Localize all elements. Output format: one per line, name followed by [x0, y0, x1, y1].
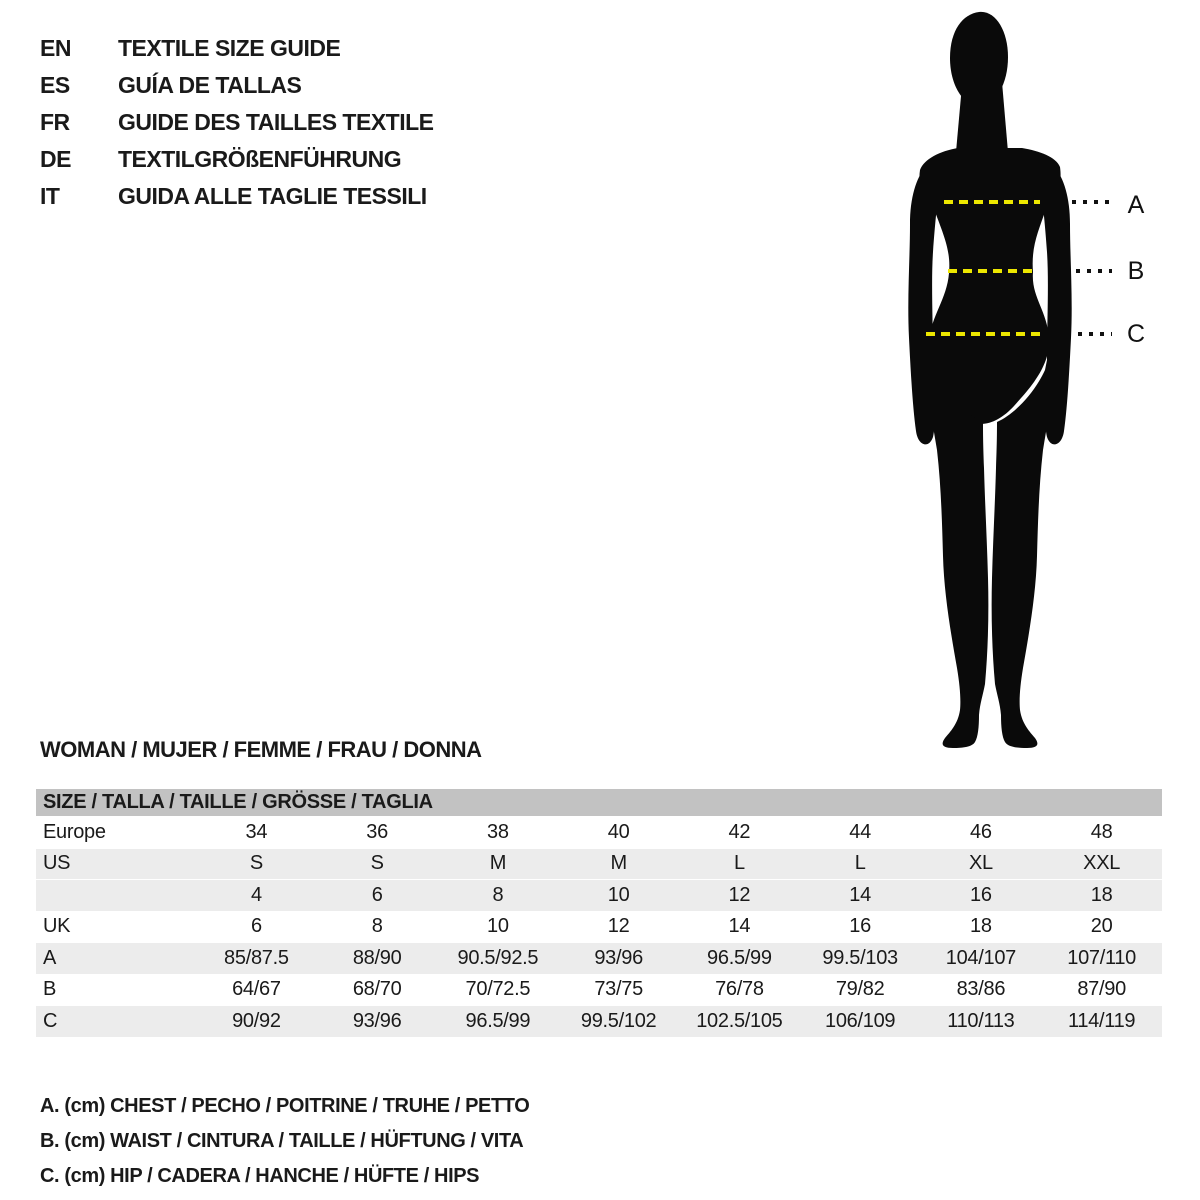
size-cell: 12 — [728, 883, 751, 906]
language-code: DE — [40, 146, 71, 172]
language-row-it — [40, 178, 434, 215]
size-cell: 70/72.5 — [465, 978, 531, 1001]
row-label: US — [43, 852, 71, 875]
size-cell: 114/119 — [1068, 1009, 1136, 1032]
size-cell: 4 — [250, 883, 262, 906]
size-cell: 106/109 — [825, 1009, 896, 1032]
language-label: GUIDA ALLE TAGLIE TESSILI — [118, 183, 427, 209]
language-code: IT — [40, 183, 60, 209]
silhouette-neck — [956, 82, 1008, 152]
size-cell: 110/113 — [947, 1009, 1015, 1032]
language-label: TEXTILGRÖßENFÜHRUNG — [118, 146, 402, 172]
size-cell: 8 — [492, 883, 504, 906]
language-code: EN — [40, 35, 71, 61]
legend-item-waist: B. (cm) WAIST / CINTURA / TAILLE / HÜFTUNG / VITA — [40, 1130, 524, 1152]
measurement-legend — [40, 1089, 529, 1194]
size-cell: M — [610, 852, 627, 875]
size-cell: 14 — [849, 883, 871, 906]
size-cell: 93/96 — [352, 1009, 402, 1032]
row-label: C — [43, 1009, 58, 1032]
size-cell: XL — [968, 852, 993, 875]
language-list — [40, 30, 434, 215]
size-cell: 90.5/92.5 — [457, 946, 539, 969]
size-cell: 104/107 — [945, 946, 1016, 969]
marker-a-label: A — [1127, 191, 1145, 219]
woman-silhouette — [908, 12, 1071, 748]
table-row-hip-c — [36, 1005, 1162, 1037]
size-cell: 16 — [970, 883, 992, 906]
size-cell: 40 — [607, 820, 630, 843]
size-cell: 8 — [371, 915, 383, 938]
legend-item-hip: C. (cm) HIP / CADERA / HANCHE / HÜFTE / HIPS — [40, 1165, 480, 1187]
size-cell: 85/87.5 — [224, 946, 289, 969]
size-cell: 87/90 — [1077, 978, 1126, 1001]
language-label: GUÍA DE TALLAS — [118, 72, 302, 98]
table-row-europe — [36, 816, 1162, 848]
section-title-woman: WOMAN / MUJER / FEMME / FRAU / DONNA — [40, 737, 482, 762]
size-cell: 18 — [1090, 883, 1113, 906]
size-cell: 20 — [1090, 915, 1113, 938]
size-cell: 90/92 — [232, 1009, 281, 1032]
language-row-en — [40, 30, 434, 67]
size-cell: 88/90 — [352, 946, 402, 969]
size-cell: 48 — [1090, 820, 1113, 843]
measurement-figure — [880, 0, 1200, 760]
language-row-es — [40, 67, 434, 104]
size-cell: 42 — [728, 820, 751, 843]
size-cell: 93/96 — [594, 946, 643, 969]
size-cell: 10 — [607, 883, 630, 906]
language-label: TEXTILE SIZE GUIDE — [118, 35, 341, 61]
marker-c-label: C — [1126, 320, 1146, 348]
legend-item-chest: A. (cm) CHEST / PECHO / POITRINE / TRUHE / PETTO — [40, 1095, 530, 1117]
language-code: ES — [40, 72, 70, 98]
size-cell: 34 — [245, 820, 268, 843]
size-table — [36, 789, 1162, 1037]
size-cell: 10 — [487, 915, 509, 938]
size-cell: XXL — [1083, 852, 1121, 875]
row-label: A — [43, 946, 57, 969]
size-cell: M — [489, 852, 507, 875]
size-cell: L — [854, 852, 866, 875]
size-cell: 64/67 — [232, 978, 281, 1001]
language-row-de — [40, 141, 434, 178]
size-cell: S — [370, 852, 384, 875]
size-cell: 96.5/99 — [707, 946, 772, 969]
size-cell: 102.5/105 — [696, 1009, 783, 1032]
table-row-uk — [36, 911, 1162, 943]
size-table-header: SIZE / TALLA / TAILLE / GRÖSSE / TAGLIA — [36, 789, 1162, 816]
size-cell: 83/86 — [956, 978, 1006, 1001]
row-label: UK — [43, 915, 71, 938]
language-code: FR — [40, 109, 70, 135]
size-cell: 14 — [728, 915, 751, 938]
size-cell: 36 — [366, 820, 388, 843]
size-cell: 44 — [849, 820, 871, 843]
size-cell: 12 — [607, 915, 630, 938]
size-cell: 68/70 — [352, 978, 402, 1001]
size-cell: 18 — [970, 915, 992, 938]
size-cell: 76/78 — [715, 978, 764, 1001]
size-cell: 96.5/99 — [465, 1009, 531, 1032]
language-label: GUIDE DES TAILLES TEXTILE — [118, 109, 434, 135]
size-cell: S — [249, 852, 263, 875]
size-cell: 73/75 — [594, 978, 643, 1001]
size-cell: 6 — [250, 915, 262, 938]
size-cell: 46 — [970, 820, 992, 843]
size-cell: 16 — [849, 915, 871, 938]
size-cell: 107/110 — [1067, 946, 1136, 969]
language-row-fr — [40, 104, 434, 141]
table-row-chest-a — [36, 942, 1162, 974]
size-cell: 79/82 — [835, 978, 885, 1001]
size-cell: 6 — [371, 883, 383, 906]
marker-b-label: B — [1127, 257, 1145, 285]
size-cell: 38 — [487, 820, 509, 843]
table-row-us-numbers — [36, 879, 1162, 911]
row-label: Europe — [43, 820, 106, 843]
row-label: B — [43, 978, 57, 1001]
size-cell: L — [733, 852, 745, 875]
size-cell: 99.5/102 — [580, 1009, 657, 1032]
size-cell: 99.5/103 — [822, 946, 898, 969]
table-row-us-letters — [36, 848, 1162, 880]
table-row-waist-b — [36, 974, 1162, 1006]
woman-silhouette-graphic — [880, 0, 1200, 760]
